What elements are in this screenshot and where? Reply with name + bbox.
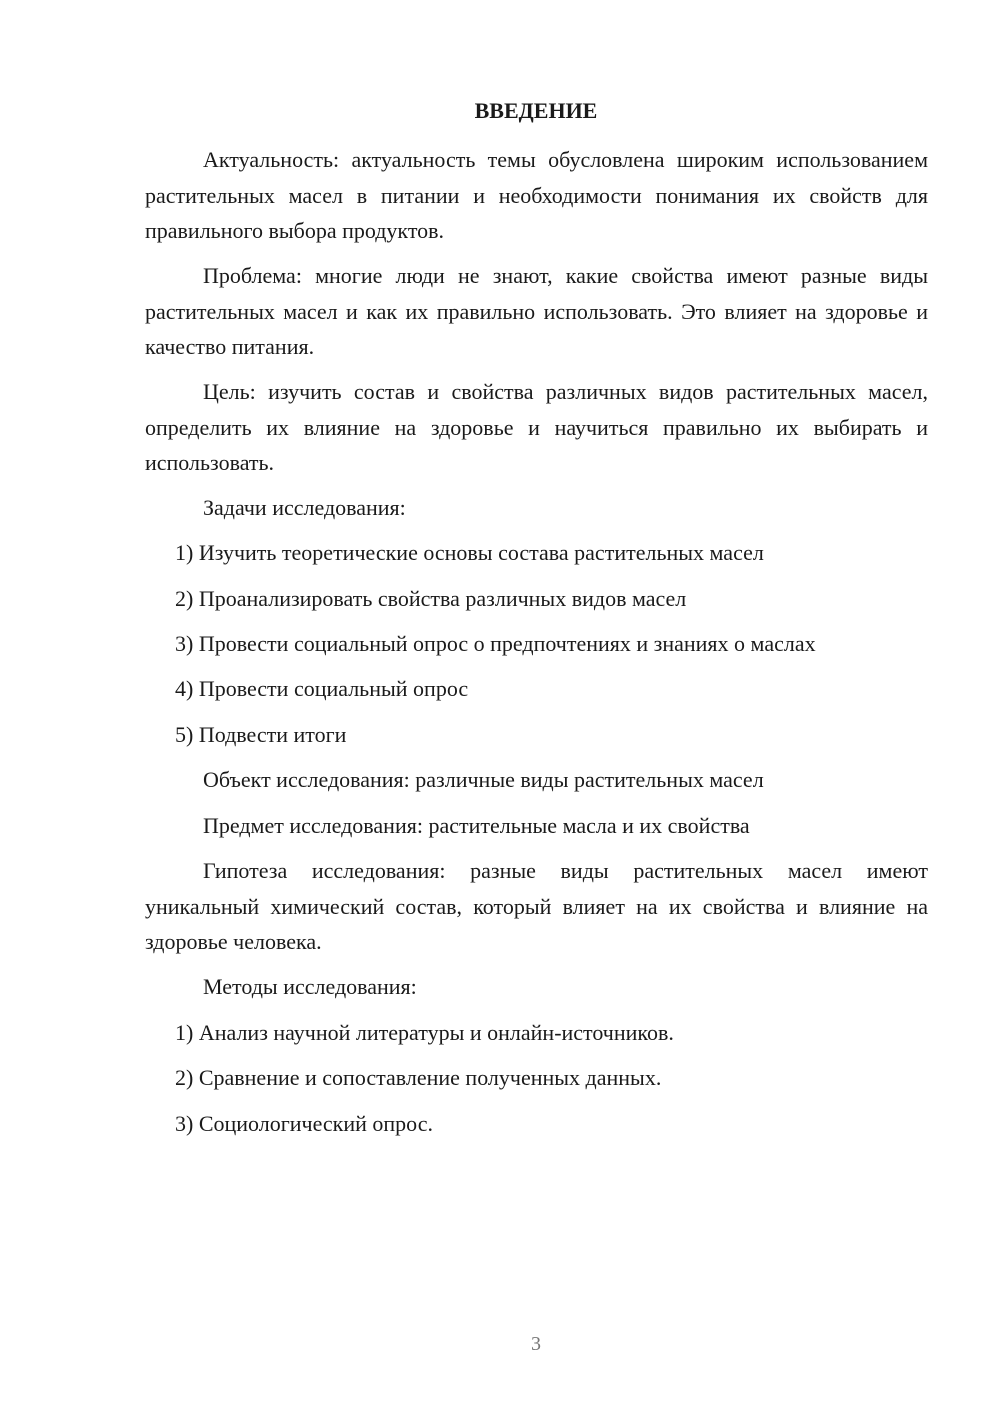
problem-paragraph — [145, 258, 928, 365]
subject-line — [145, 808, 928, 844]
hypothesis-text: Гипотеза исследования: разные виды растительных масел имеют уникальный химический состав, который влияет на их свойства и влияние на здоровье человека. — [145, 858, 928, 954]
page-title: ВВЕДЕНИЕ — [474, 98, 598, 123]
tasks-heading — [145, 490, 928, 526]
list-item: 3) Социологический опрос. — [175, 1111, 433, 1136]
tasks-heading-text: Задачи исследования: — [203, 495, 406, 520]
goal-paragraph — [145, 374, 928, 481]
methods-heading-text: Методы исследования: — [203, 974, 417, 999]
hypothesis-paragraph — [145, 853, 928, 960]
list-item: 5) Подвести итоги — [175, 722, 347, 747]
problem-text: Проблема: многие люди не знают, какие свойства имеют разные виды растительных масел и как их правильно использовать. Это влияет на здоровье и качество питания. — [145, 263, 928, 359]
page-number: 3 — [531, 1333, 541, 1355]
list-item: 2) Сравнение и сопоставление полученных данных. — [175, 1065, 662, 1090]
goal-text: Цель: изучить состав и свойства различных видов растительных масел, определить их влияние на здоровье и научиться правильно их выбирать и использовать. — [145, 379, 928, 475]
methods-heading — [145, 969, 928, 1005]
object-line — [145, 762, 928, 798]
list-item: 4) Провести социальный опрос — [175, 676, 469, 701]
list-item: 1) Изучить теоретические основы состава растительных масел — [175, 540, 764, 565]
list-item: 3) Провести социальный опрос о предпочтениях и знаниях о маслах — [175, 631, 816, 656]
subject-text: Предмет исследования: растительные масла и их свойства — [203, 813, 750, 838]
object-text: Объект исследования: различные виды растительных масел — [203, 767, 764, 792]
list-item: 1) Анализ научной литературы и онлайн-источников. — [175, 1020, 674, 1045]
relevance-paragraph — [145, 142, 928, 249]
list-item: 2) Проанализировать свойства различных видов масел — [175, 586, 687, 611]
relevance-text: Актуальность: актуальность темы обусловлена широким использованием растительных масел в питании и необходимости понимания их свойств для правильного выбора продуктов. — [145, 147, 928, 243]
